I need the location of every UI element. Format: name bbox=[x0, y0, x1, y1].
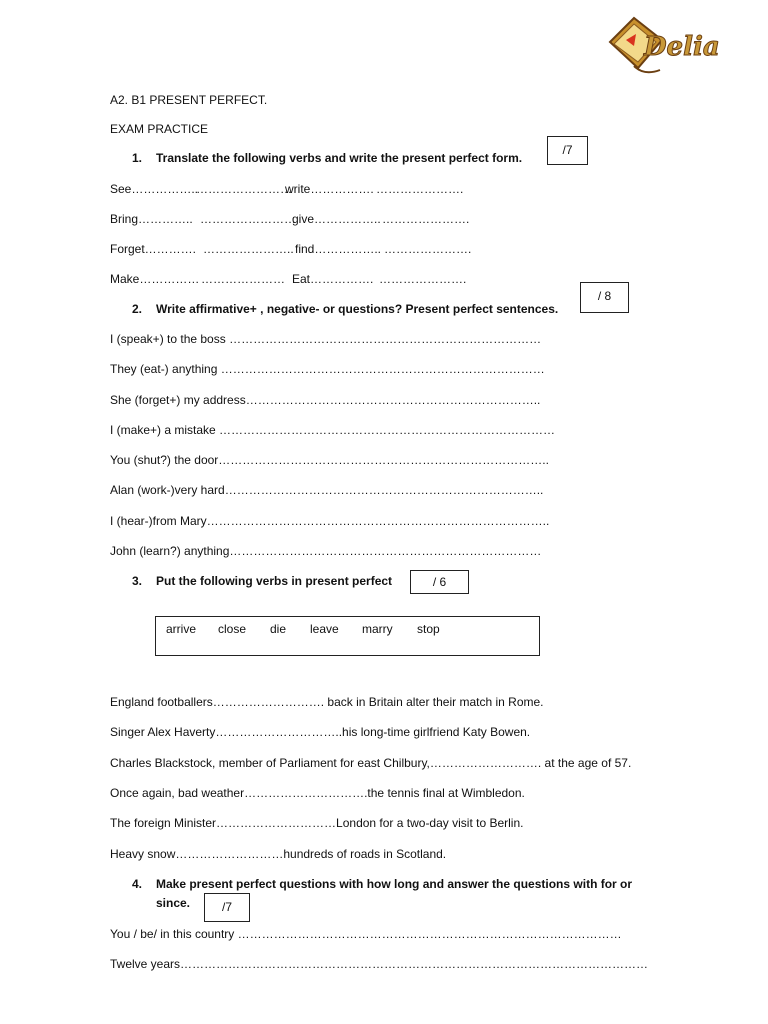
word-bank-item: close bbox=[218, 622, 247, 636]
verb-cell: Bring………….. bbox=[110, 212, 193, 226]
verb-cell: …………………… bbox=[200, 212, 296, 226]
verb-cell: write……………. bbox=[285, 182, 374, 196]
exercise-item: I (speak+) to the boss …………………………………………………………………… bbox=[110, 332, 542, 346]
verb-cell: give…………….. bbox=[292, 212, 381, 226]
word-bank-item: stop bbox=[417, 622, 440, 636]
section-4-heading bbox=[132, 877, 632, 891]
section-3-score-box: / 6 bbox=[410, 570, 469, 594]
page-subtitle: EXAM PRACTICE bbox=[110, 122, 209, 136]
section-1-instruction: Translate the following verbs and write the present perfect form. bbox=[156, 151, 523, 165]
exercise-item: England footballers………………………. back in Britain alter their match in Rome. bbox=[110, 695, 544, 709]
verb-cell: Forget…………. bbox=[110, 242, 197, 256]
exercise-item: John (learn?) anything…………………………………………………………………… bbox=[110, 544, 542, 558]
exercise-item: I (make+) a mistake ………………………………………………………………………… bbox=[110, 423, 556, 437]
section-4-instruction: Make present perfect questions with how long and answer the questions with for or bbox=[156, 877, 633, 891]
section-1-number: 1. bbox=[132, 151, 143, 165]
logo bbox=[604, 10, 718, 80]
section-4-score-box: /7 bbox=[204, 893, 250, 922]
exercise-item: You / be/ in this country …………………………………………………………………………………… bbox=[110, 927, 622, 941]
exercise-item: Alan (work-)very hard…………………………………………………………………….. bbox=[110, 483, 544, 497]
exercise-item: Singer Alex Haverty…………………………..his long-time girlfriend Katy Bowen. bbox=[110, 725, 531, 739]
section-3-number: 3. bbox=[132, 574, 143, 588]
section-2-instruction: Write affirmative+ , negative- or questions? Present perfect sentences. bbox=[156, 302, 559, 316]
section-2-number: 2. bbox=[132, 302, 143, 316]
section-1-score-box: /7 bbox=[547, 136, 588, 165]
verb-cell: ………………… bbox=[201, 272, 285, 286]
verb-cell: Eat……………. bbox=[292, 272, 374, 286]
logo-text: Delia bbox=[644, 32, 720, 62]
word-bank-item: die bbox=[270, 622, 287, 636]
word-bank-box bbox=[155, 616, 540, 656]
section-2-score-box: / 8 bbox=[580, 282, 629, 313]
page-title: A2. B1 PRESENT PERFECT. bbox=[110, 93, 268, 107]
verb-cell: ………………….. bbox=[203, 242, 294, 256]
word-bank-item: marry bbox=[362, 622, 393, 636]
section-3-heading bbox=[132, 574, 392, 588]
verb-cell: …………………. bbox=[376, 182, 464, 196]
exercise-item: Heavy snow………………………hundreds of roads in Scotland. bbox=[110, 847, 447, 861]
exercise-item: The foreign Minister…………………………London for a two-day visit to Berlin. bbox=[110, 816, 524, 830]
verb-cell: …………………. bbox=[384, 242, 472, 256]
verb-cell: …………………. bbox=[379, 272, 467, 286]
section-4-instruction-cont: since. bbox=[156, 896, 191, 910]
exercise-item: Twelve years……………………………………………………………………………………………………… bbox=[110, 957, 649, 971]
section-1-heading bbox=[132, 151, 522, 165]
exercise-item: They (eat-) anything ……………………………………………………………………… bbox=[110, 362, 545, 376]
word-bank-item: leave bbox=[310, 622, 339, 636]
verb-cell: …………………. bbox=[382, 212, 470, 226]
verb-cell: …………………… bbox=[196, 182, 292, 196]
exercise-item: You (shut?) the door……………………………………………………………………….. bbox=[110, 453, 549, 467]
exercise-item: Once again, bad weather………………………….the tennis final at Wimbledon. bbox=[110, 786, 525, 800]
section-4-number: 4. bbox=[132, 877, 143, 891]
section-3-instruction: Put the following verbs in present perfect bbox=[156, 574, 393, 588]
word-bank-item: arrive bbox=[166, 622, 197, 636]
verb-cell: See…………….. bbox=[110, 182, 199, 196]
section-2-heading bbox=[132, 302, 558, 316]
exercise-item: Charles Blackstock, member of Parliament for east Chilbury,………………………. at the age of 57. bbox=[110, 756, 632, 770]
verb-cell: Make…………… bbox=[110, 272, 200, 286]
verb-cell: find…………….. bbox=[295, 242, 382, 256]
exercise-item: I (hear-)from Mary………………………………………………………………………….. bbox=[110, 514, 550, 528]
exercise-item: She (forget+) my address……………………………………………………………….. bbox=[110, 393, 541, 407]
